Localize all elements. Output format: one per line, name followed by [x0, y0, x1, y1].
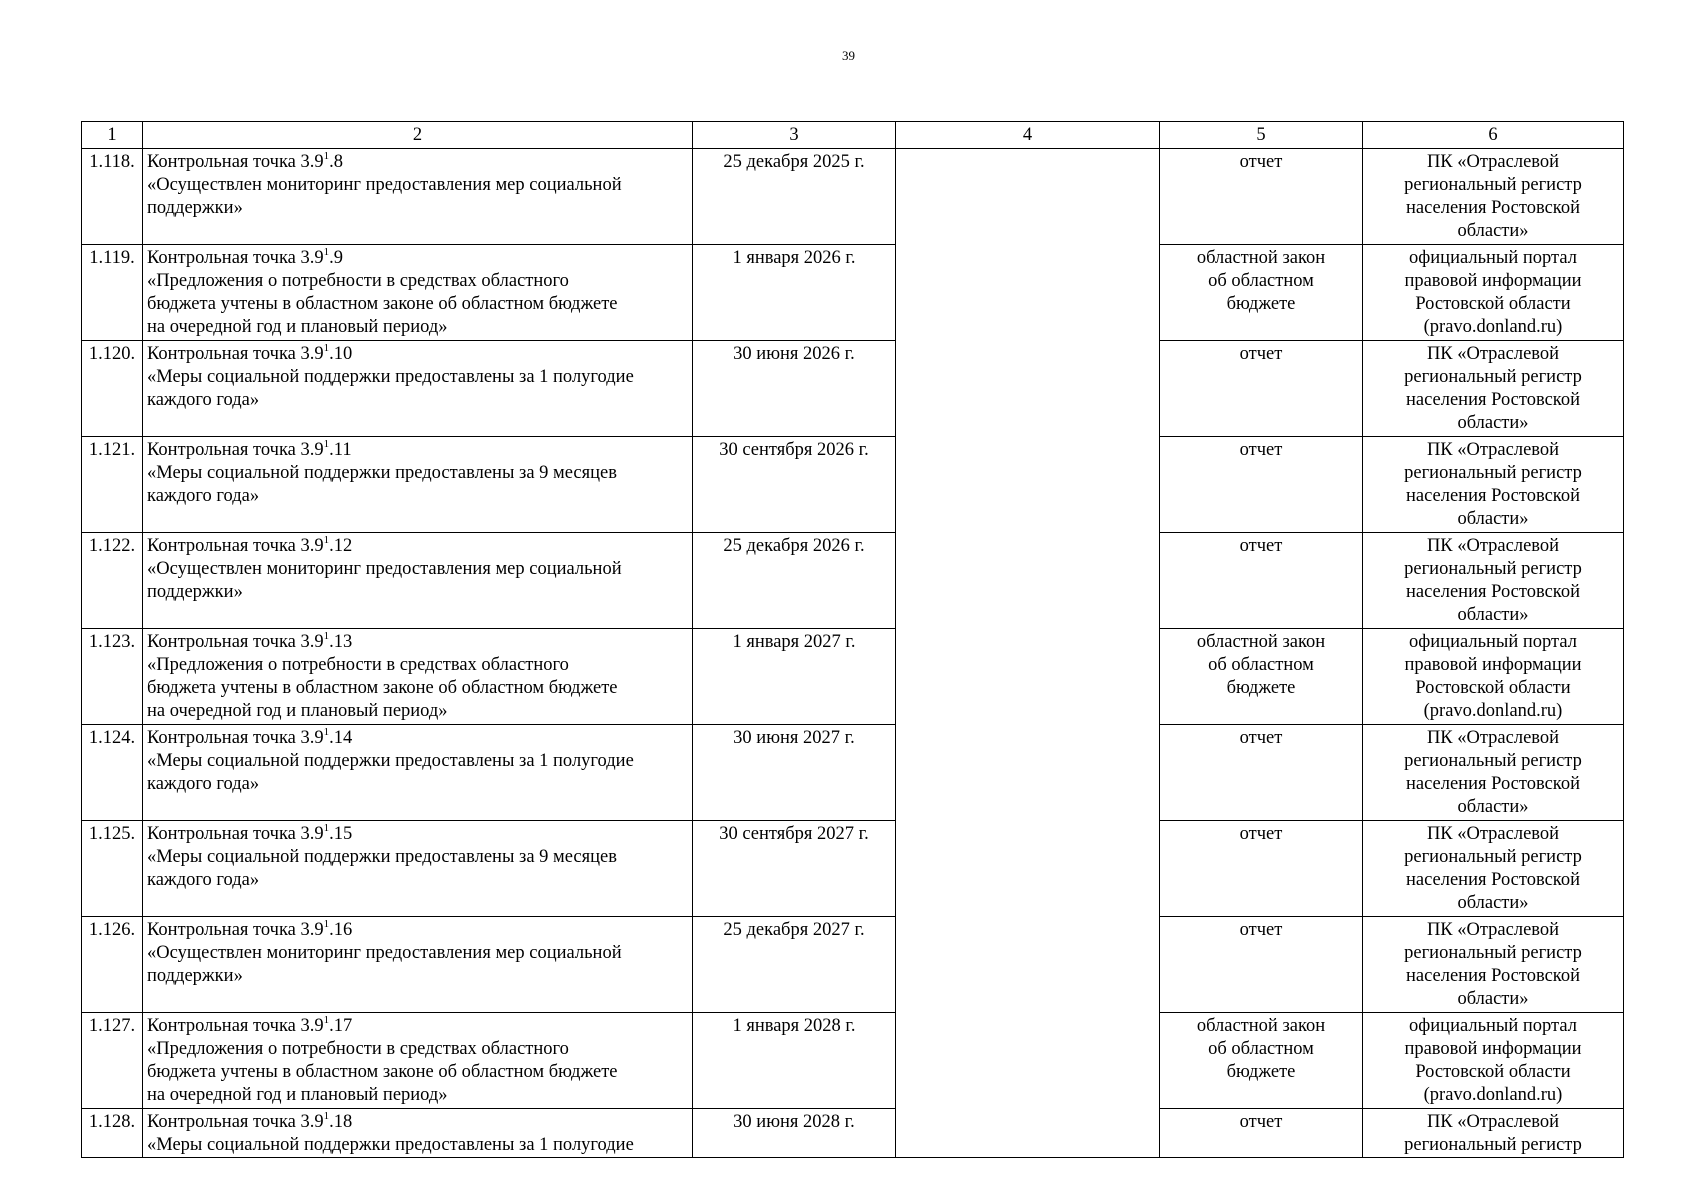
info-source-line: населения Ростовской: [1405, 198, 1580, 218]
table-body: [82, 149, 1624, 1158]
control-point-label: Контрольная точка 3.9: [147, 536, 324, 556]
info-source-line: (pravo.donland.ru): [1423, 317, 1563, 337]
info-source-line: населения Ростовской: [1405, 390, 1580, 410]
info-source-line: населения Ростовской: [1405, 966, 1580, 986]
deadline-date: 1 января 2028 г.: [693, 1013, 896, 1109]
info-source-line: региональный регистр: [1404, 367, 1582, 387]
control-point-description-line: «Осуществлен мониторинг предоставления мер социальной: [147, 559, 622, 579]
info-source-line: ПК «Отраслевой: [1426, 824, 1560, 844]
control-point-number: .13: [329, 632, 353, 652]
info-source-line: населения Ростовской: [1405, 870, 1580, 890]
control-point-description-line: поддержки»: [147, 582, 243, 602]
info-source-line: ПК «Отраслевой: [1426, 344, 1560, 364]
table-row: [82, 725, 1624, 821]
deadline-date: 30 июня 2028 г.: [693, 1109, 896, 1158]
info-source-line: области»: [1457, 413, 1529, 433]
info-source-line: области»: [1457, 509, 1529, 529]
page-number: 39: [842, 48, 855, 63]
table-row: [82, 629, 1624, 725]
document-type-line: бюджете: [1226, 294, 1296, 314]
control-points-table: [81, 121, 1624, 1158]
control-point-superscript: 1: [323, 437, 330, 450]
control-point-label: Контрольная точка 3.9: [147, 632, 324, 652]
control-point-description-line: поддержки»: [147, 198, 243, 218]
row-number: 1.125.: [82, 821, 143, 917]
document-type-line: об областном: [1208, 655, 1314, 675]
control-point-superscript: 1: [323, 1109, 330, 1122]
info-source-cell: [1363, 245, 1624, 341]
info-source-line: правовой информации: [1404, 655, 1582, 675]
document-type-line: отчет: [1239, 152, 1283, 172]
control-point-number: .14: [329, 728, 353, 748]
table-row: [82, 1013, 1624, 1109]
row-number: 1.118.: [82, 149, 143, 245]
info-source-line: ПК «Отраслевой: [1426, 920, 1560, 940]
document-type-line: отчет: [1239, 536, 1283, 556]
control-point-cell: [143, 1109, 693, 1158]
control-point-superscript: 1: [323, 245, 330, 258]
info-source-line: Ростовской области: [1415, 294, 1571, 314]
table-row: [82, 1109, 1624, 1158]
control-point-number: .18: [329, 1112, 353, 1132]
info-source-line: ПК «Отраслевой: [1426, 1112, 1560, 1132]
table-header-row: [82, 122, 1624, 149]
deadline-date: 25 декабря 2025 г.: [693, 149, 896, 245]
document-type-cell: [1160, 725, 1363, 821]
control-point-description-line: бюджета учтены в областном законе об областном бюджете: [147, 678, 618, 698]
info-source-cell: [1363, 149, 1624, 245]
control-point-title: [147, 823, 688, 846]
info-source-line: Ростовской области: [1415, 1062, 1571, 1082]
info-source-cell: [1363, 725, 1624, 821]
control-point-number: .9: [329, 248, 344, 268]
row-number: 1.124.: [82, 725, 143, 821]
info-source-line: населения Ростовской: [1405, 582, 1580, 602]
document-type-line: об областном: [1208, 1039, 1314, 1059]
control-point-superscript: 1: [323, 629, 330, 642]
control-point-label: Контрольная точка 3.9: [147, 728, 324, 748]
info-source-line: ПК «Отраслевой: [1426, 728, 1560, 748]
column-header: 5: [1160, 122, 1363, 149]
control-point-cell: [143, 629, 693, 725]
control-point-description-line: «Предложения о потребности в средствах областного: [147, 1039, 569, 1059]
info-source-line: (pravo.donland.ru): [1423, 701, 1563, 721]
control-point-superscript: 1: [323, 725, 330, 738]
document-type-cell: [1160, 245, 1363, 341]
info-source-line: региональный регистр: [1404, 175, 1582, 195]
control-point-superscript: 1: [323, 821, 330, 834]
control-point-cell: [143, 437, 693, 533]
document-type-cell: [1160, 821, 1363, 917]
document-type-line: об областном: [1208, 271, 1314, 291]
info-source-line: ПК «Отраслевой: [1426, 536, 1560, 556]
row-number: 1.120.: [82, 341, 143, 437]
info-source-line: области»: [1457, 605, 1529, 625]
info-source-line: официальный портал: [1409, 632, 1577, 652]
info-source-line: населения Ростовской: [1405, 774, 1580, 794]
control-point-number: .15: [329, 824, 353, 844]
control-point-label: Контрольная точка 3.9: [147, 1016, 324, 1036]
column-header: 2: [143, 122, 693, 149]
control-point-label: Контрольная точка 3.9: [147, 344, 324, 364]
control-point-title: [147, 631, 688, 654]
control-point-label: Контрольная точка 3.9: [147, 152, 324, 172]
control-point-title: [147, 727, 688, 750]
control-point-description-line: на очередной год и плановый период»: [147, 701, 448, 721]
deadline-date: 25 декабря 2026 г.: [693, 533, 896, 629]
document-type-cell: [1160, 533, 1363, 629]
info-source-line: региональный регистр: [1404, 751, 1582, 771]
control-point-superscript: 1: [323, 1013, 330, 1026]
control-point-description-line: «Меры социальной поддержки предоставлены за 9 месяцев: [147, 463, 617, 483]
row-number: 1.128.: [82, 1109, 143, 1158]
info-source-line: области»: [1457, 221, 1529, 241]
document-type-line: отчет: [1239, 728, 1283, 748]
info-source-line: области»: [1457, 989, 1529, 1009]
control-point-title: [147, 535, 688, 558]
info-source-line: Ростовской области: [1415, 678, 1571, 698]
info-source-line: правовой информации: [1404, 1039, 1582, 1059]
control-point-description-line: каждого года»: [147, 774, 260, 794]
control-point-description-line: «Меры социальной поддержки предоставлены за 1 полугодие: [147, 1135, 634, 1155]
info-source-line: региональный регистр: [1404, 463, 1582, 483]
info-source-line: области»: [1457, 797, 1529, 817]
control-point-description-line: «Предложения о потребности в средствах областного: [147, 271, 569, 291]
control-point-superscript: 1: [323, 149, 330, 162]
document-type-line: областной закон: [1196, 1016, 1326, 1036]
control-point-description-line: на очередной год и плановый период»: [147, 317, 448, 337]
control-point-number: .11: [329, 440, 352, 460]
column-header: 3: [693, 122, 896, 149]
control-point-description-line: на очередной год и плановый период»: [147, 1085, 448, 1105]
control-point-description-line: «Предложения о потребности в средствах областного: [147, 655, 569, 675]
table-row: [82, 533, 1624, 629]
control-point-description-line: каждого года»: [147, 486, 260, 506]
control-point-number: .8: [329, 152, 344, 172]
control-point-description-line: каждого года»: [147, 870, 260, 890]
deadline-date: 30 июня 2026 г.: [693, 341, 896, 437]
info-source-line: региональный регистр: [1404, 559, 1582, 579]
control-point-cell: [143, 917, 693, 1013]
control-point-description-line: «Меры социальной поддержки предоставлены за 9 месяцев: [147, 847, 617, 867]
control-point-cell: [143, 1013, 693, 1109]
info-source-line: (pravo.donland.ru): [1423, 1085, 1563, 1105]
row-number: 1.127.: [82, 1013, 143, 1109]
control-point-description-line: бюджета учтены в областном законе об областном бюджете: [147, 1062, 618, 1082]
info-source-cell: [1363, 821, 1624, 917]
row-number: 1.119.: [82, 245, 143, 341]
control-point-description-line: бюджета учтены в областном законе об областном бюджете: [147, 294, 618, 314]
control-point-title: [147, 247, 688, 270]
control-point-cell: [143, 245, 693, 341]
info-source-cell: [1363, 1109, 1624, 1158]
control-point-number: .17: [329, 1016, 353, 1036]
control-point-title: [147, 1111, 688, 1134]
info-source-cell: [1363, 917, 1624, 1013]
deadline-date: 1 января 2027 г.: [693, 629, 896, 725]
info-source-line: области»: [1457, 893, 1529, 913]
row-number: 1.123.: [82, 629, 143, 725]
document-type-cell: [1160, 1109, 1363, 1158]
document-type-line: бюджете: [1226, 1062, 1296, 1082]
info-source-line: правовой информации: [1404, 271, 1582, 291]
column-header: 1: [82, 122, 143, 149]
document-type-line: отчет: [1239, 440, 1283, 460]
deadline-date: 30 сентября 2026 г.: [693, 437, 896, 533]
document-type-cell: [1160, 437, 1363, 533]
document-type-cell: [1160, 341, 1363, 437]
column-header: 4: [896, 122, 1160, 149]
document-type-line: областной закон: [1196, 632, 1326, 652]
control-point-number: .16: [329, 920, 353, 940]
info-source-line: региональный регистр: [1404, 847, 1582, 867]
document-type-cell: [1160, 1013, 1363, 1109]
control-point-description-line: «Осуществлен мониторинг предоставления мер социальной: [147, 175, 622, 195]
column-header: 6: [1363, 122, 1624, 149]
control-point-title: [147, 151, 688, 174]
info-source-line: официальный портал: [1409, 1016, 1577, 1036]
info-source-line: региональный регистр: [1404, 943, 1582, 963]
info-source-cell: [1363, 533, 1624, 629]
table-row: [82, 245, 1624, 341]
control-point-title: [147, 919, 688, 942]
control-point-label: Контрольная точка 3.9: [147, 920, 324, 940]
control-point-description-line: поддержки»: [147, 966, 243, 986]
document-type-line: отчет: [1239, 1112, 1283, 1132]
control-point-title: [147, 343, 688, 366]
deadline-date: 30 сентября 2027 г.: [693, 821, 896, 917]
control-point-superscript: 1: [323, 533, 330, 546]
deadline-date: 25 декабря 2027 г.: [693, 917, 896, 1013]
control-point-superscript: 1: [323, 341, 330, 354]
control-point-description-line: «Меры социальной поддержки предоставлены за 1 полугодие: [147, 367, 634, 387]
control-point-cell: [143, 341, 693, 437]
control-point-label: Контрольная точка 3.9: [147, 440, 324, 460]
document-type-line: областной закон: [1196, 248, 1326, 268]
control-point-superscript: 1: [323, 917, 330, 930]
info-source-line: ПК «Отраслевой: [1426, 440, 1560, 460]
document-type-line: отчет: [1239, 920, 1283, 940]
control-point-cell: [143, 821, 693, 917]
control-point-title: [147, 439, 688, 462]
control-point-label: Контрольная точка 3.9: [147, 1112, 324, 1132]
control-point-cell: [143, 533, 693, 629]
info-source-line: населения Ростовской: [1405, 486, 1580, 506]
document-type-line: бюджете: [1226, 678, 1296, 698]
control-point-number: .12: [329, 536, 353, 556]
deadline-date: 30 июня 2027 г.: [693, 725, 896, 821]
deadline-date: 1 января 2026 г.: [693, 245, 896, 341]
table-row: [82, 341, 1624, 437]
document-type-cell: [1160, 149, 1363, 245]
control-point-cell: [143, 725, 693, 821]
row-number: 1.121.: [82, 437, 143, 533]
control-point-description-line: «Осуществлен мониторинг предоставления мер социальной: [147, 943, 622, 963]
info-source-line: ПК «Отраслевой: [1426, 152, 1560, 172]
document-type-cell: [1160, 629, 1363, 725]
info-source-cell: [1363, 1013, 1624, 1109]
row-number: 1.126.: [82, 917, 143, 1013]
control-point-number: .10: [329, 344, 353, 364]
info-source-cell: [1363, 629, 1624, 725]
info-source-cell: [1363, 341, 1624, 437]
info-source-line: официальный портал: [1409, 248, 1577, 268]
info-source-line: региональный регистр: [1404, 1135, 1582, 1155]
table-row: [82, 437, 1624, 533]
row-number: 1.122.: [82, 533, 143, 629]
control-point-label: Контрольная точка 3.9: [147, 824, 324, 844]
document-type-line: отчет: [1239, 344, 1283, 364]
table-row: [82, 149, 1624, 245]
control-point-description-line: каждого года»: [147, 390, 260, 410]
info-source-cell: [1363, 437, 1624, 533]
table-row: [82, 821, 1624, 917]
control-point-description-line: «Меры социальной поддержки предоставлены за 1 полугодие: [147, 751, 634, 771]
responsible-column-empty: [896, 149, 1160, 1158]
table-row: [82, 917, 1624, 1013]
control-point-title: [147, 1015, 688, 1038]
control-point-label: Контрольная точка 3.9: [147, 248, 324, 268]
document-type-cell: [1160, 917, 1363, 1013]
control-point-cell: [143, 149, 693, 245]
document-type-line: отчет: [1239, 824, 1283, 844]
